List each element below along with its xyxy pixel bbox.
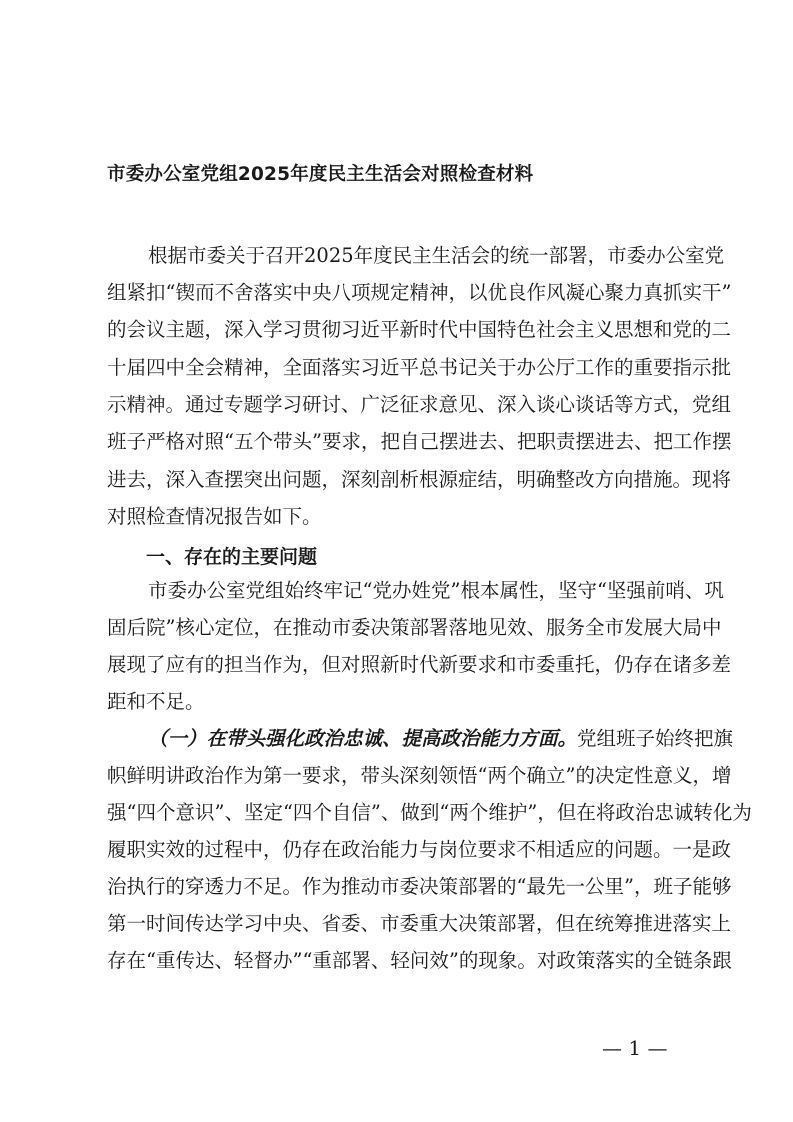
text-line: 组紧扣“锲而不舍落实中央八项规定精神，以优良作风凝心聚力真抓实干” — [107, 281, 732, 304]
text-line: 对照检查情况报告如下。 — [107, 505, 322, 528]
text-line: 进去，深入查摆突出问题，深刻剖析根源症结，明确整改方向措施。现将 — [107, 468, 732, 491]
text-line: 市委办公室党组始终牢记“党办姓党”根本属性，坚守“坚强前哨、巩 — [148, 579, 724, 602]
text-line: 履职实效的过程中，仍存在政治能力与岗位要求不相适应的问题。一是政 — [107, 838, 732, 861]
text-line: 第一时间传达学习中央、省委、市委重大决策部署，但在统筹推进落实上 — [107, 912, 732, 935]
text-line: 的会议主题，深入学习贯彻习近平新时代中国特色社会主义思想和党的二 — [107, 318, 732, 341]
text-line: 强“四个意识”、坚定“四个自信”、做到“两个维护”，但在将政治忠诚转化为 — [107, 801, 752, 824]
text-line: 固后院”核心定位，在推动市委决策部署落地见效、服务全市发展大局中 — [107, 616, 722, 639]
text-line — [148, 727, 734, 751]
text-line: 帜鲜明讲政治作为第一要求，带头深刻领悟“两个确立”的决定性意义，增 — [107, 764, 732, 787]
subsection-heading: （一）在带头强化政治忠诚、提高政治能力方面。 — [148, 727, 578, 750]
text-span: 党组班子始终把旗 — [577, 727, 734, 750]
document-title: 市委办公室党组2025年度民主生活会对照检查材料 — [107, 164, 534, 185]
section-heading: 一、存在的主要问题 — [146, 546, 318, 568]
text-line: 示精神。通过专题学习研讨、广泛征求意见、深入谈心谈话等方式，党组 — [107, 393, 732, 416]
text-line: 十届四中全会精神，全面落实习近平总书记关于办公厅工作的重要指示批 — [107, 356, 732, 379]
text-line: 存在“重传达、轻督办”“重部署、轻问效”的现象。对政策落实的全链条跟 — [107, 949, 732, 972]
text-line: 展现了应有的担当作为，但对照新时代新要求和市委重托，仍存在诸多差 — [107, 653, 732, 676]
text-line: 根据市委关于召开2025年度民主生活会的统一部署，市委办公室党 — [148, 244, 725, 267]
text-line: 治执行的穿透力不足。作为推动市委决策部署的“最先一公里”，班子能够 — [107, 875, 732, 898]
text-line: 距和不足。 — [107, 690, 205, 713]
text-line: 班子严格对照“五个带头”要求，把自己摆进去、把职责摆进去、把工作摆 — [107, 430, 732, 453]
page-number: — 1 — — [602, 1036, 668, 1060]
